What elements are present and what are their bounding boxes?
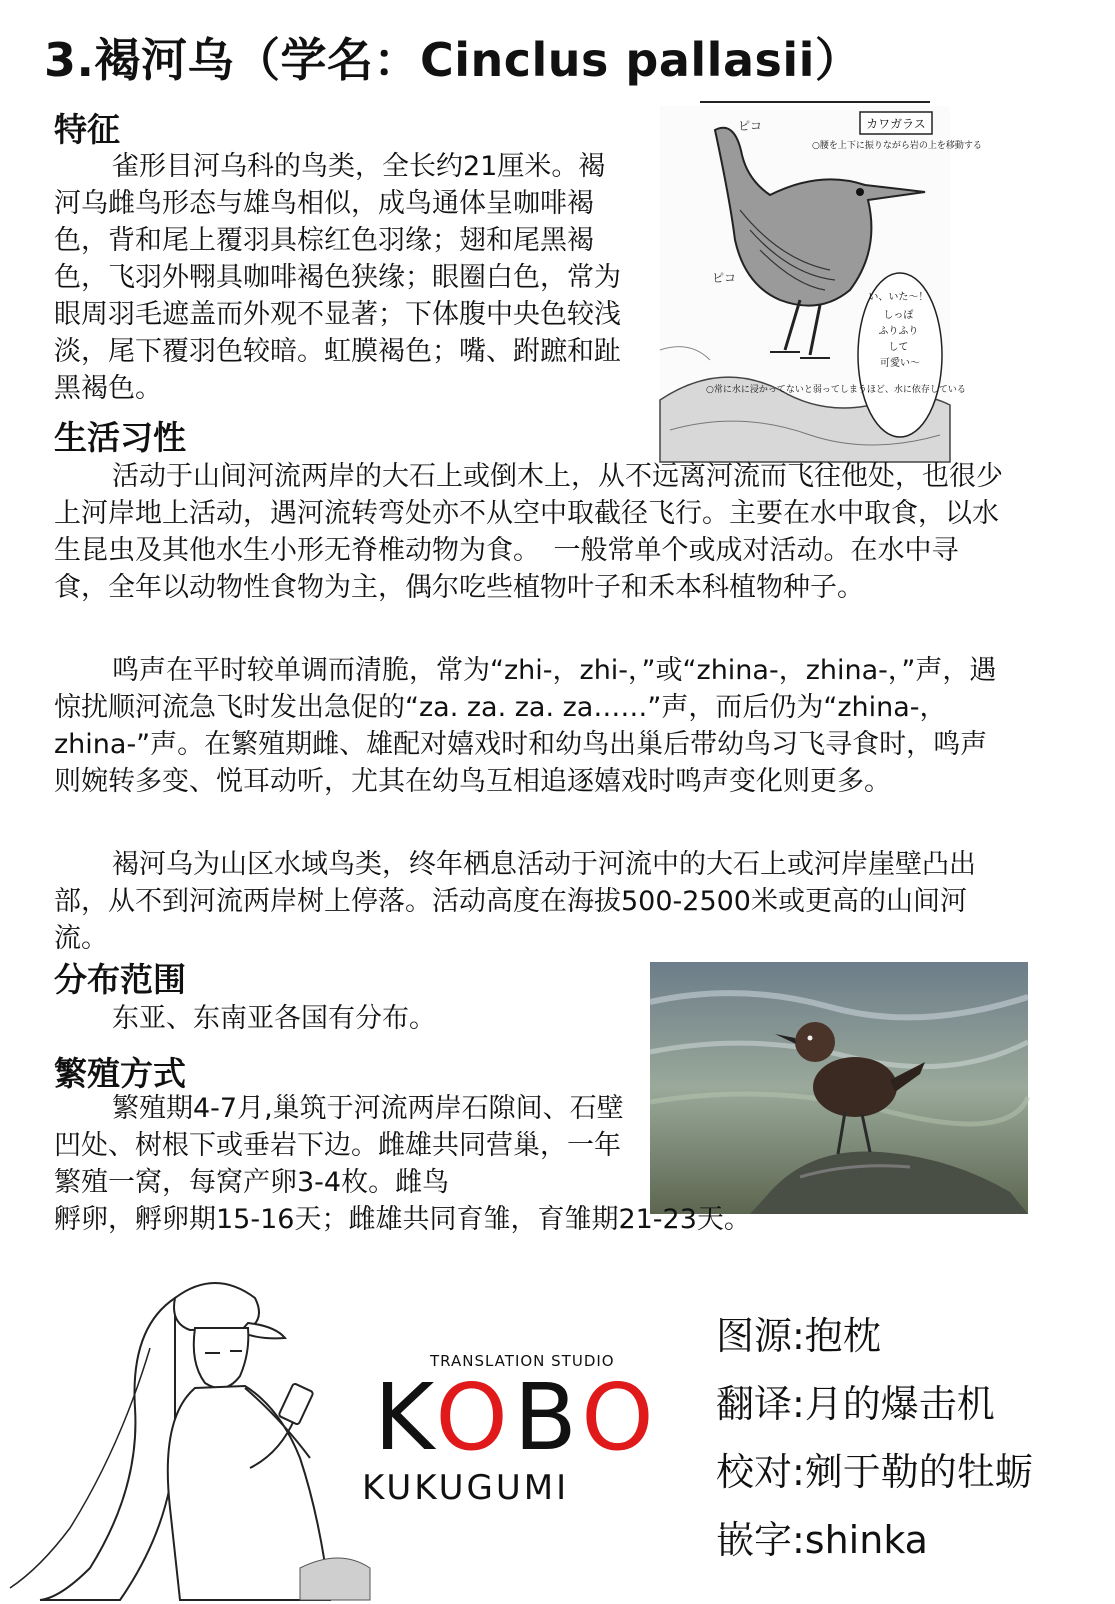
habits-paragraph-2: 鸣声在平时较单调而清脆，常为“zhi-，zhi-，”或“zhina-，zhina-，”声，遇惊扰顺河流急飞时发出急促的“za. za. za. za……”声，而后仍为“zhina-，zhina-”声。在繁殖期雌、雄配对嬉戏时和幼鸟出巢后带幼鸟习飞寻食时，鸣声则婉转多变、悦耳动听，尤其在幼鸟互相追逐嬉戏时鸣声变化则更多。 [54,655,997,797]
credit-typesetter: 嵌字:shinka [716,1518,928,1562]
distribution-text: 东亚、东南亚各国有分布。 [112,1003,436,1034]
credit-proofreader: 校对:剜于勒的牡蛎 [716,1450,1033,1494]
habits-paragraph-3: 褐河乌为山区水域鸟类，终年栖息活动于河流中的大石上或河岸崖壁凸出部，从不到河流两岸树上停落。活动高度在海拔500-2500米或更高的山间河流。 [54,849,976,954]
breeding-text-a: 繁殖期4-7月,巢筑于河流两岸石隙间、石壁凹处、树根下或垂岩下边。雌雄共同营巢，一年繁殖一窝，每窝产卵3-4枚。雌鸟 [54,1093,624,1198]
studio-small-label: TRANSLATION STUDIO [430,1352,615,1370]
credits [716,1302,1033,1574]
breeding-text-b: 孵卵，孵卵期15-16天；雌雄共同育雏，育雏期21-23天。 [54,1204,751,1235]
features-text: 雀形目河乌科的鸟类，全长约21厘米。褐河乌雌鸟形态与雄鸟相似，成鸟通体呈咖啡褐色，背和尾上覆羽具棕红色羽缘；翅和尾黑褐色，飞羽外翈具咖啡褐色狭缘；眼圈白色，常为眼周羽毛遮盖而外观不显著；下体腹中央色较浅淡，尾下覆羽色较暗。虹膜褐色；嘴、跗蹠和趾黑褐色。 [54,151,621,404]
studio-logo: KOBO [374,1364,660,1471]
credit-translator: 翻译:月的爆击机 [716,1382,995,1426]
manga-note-1: ○腰を上下に振りながら岩の上を移動する [812,141,982,151]
heading-habits: 生活习性 [54,418,186,457]
manga-sfx-1: ピコ [738,119,763,133]
manga-note-2: ○常に水に浸かってないと弱ってしまうほど、水に依存している [706,385,966,395]
manga-label: カワガラス [866,117,926,131]
heading-breeding: 繁殖方式 [54,1054,186,1093]
bird-photo [650,962,1028,1214]
girl-illustration [0,1268,370,1600]
heading-features: 特征 [54,110,120,149]
credit-source: 图源:抱枕 [716,1314,881,1358]
studio-subtitle: KUKUGUMI [362,1468,570,1508]
manga-sfx-2: ピコ [712,271,737,285]
manga-illustration [660,100,982,462]
habits-paragraph-1: 活动于山间河流两岸的大石上或倒木上，从不远离河流而飞往他处，也很少上河岸地上活动，遇河流转弯处亦不从空中取截径飞行。主要在水中取食，以水生昆虫及其他水生小形无脊椎动物为食。 一般常单个或成对活动。在水中寻食，全年以动物性食物为主，偶尔吃些植物叶子和禾本科植物种子。 [54,461,1003,603]
heading-distribution: 分布范围 [54,960,186,999]
manga-bubble: い、いた～！ しっぽ ふりふり して 可愛い～ [868,292,929,369]
page-title: 3.褐河乌（学名：Cinclus pallasii） [44,33,862,87]
